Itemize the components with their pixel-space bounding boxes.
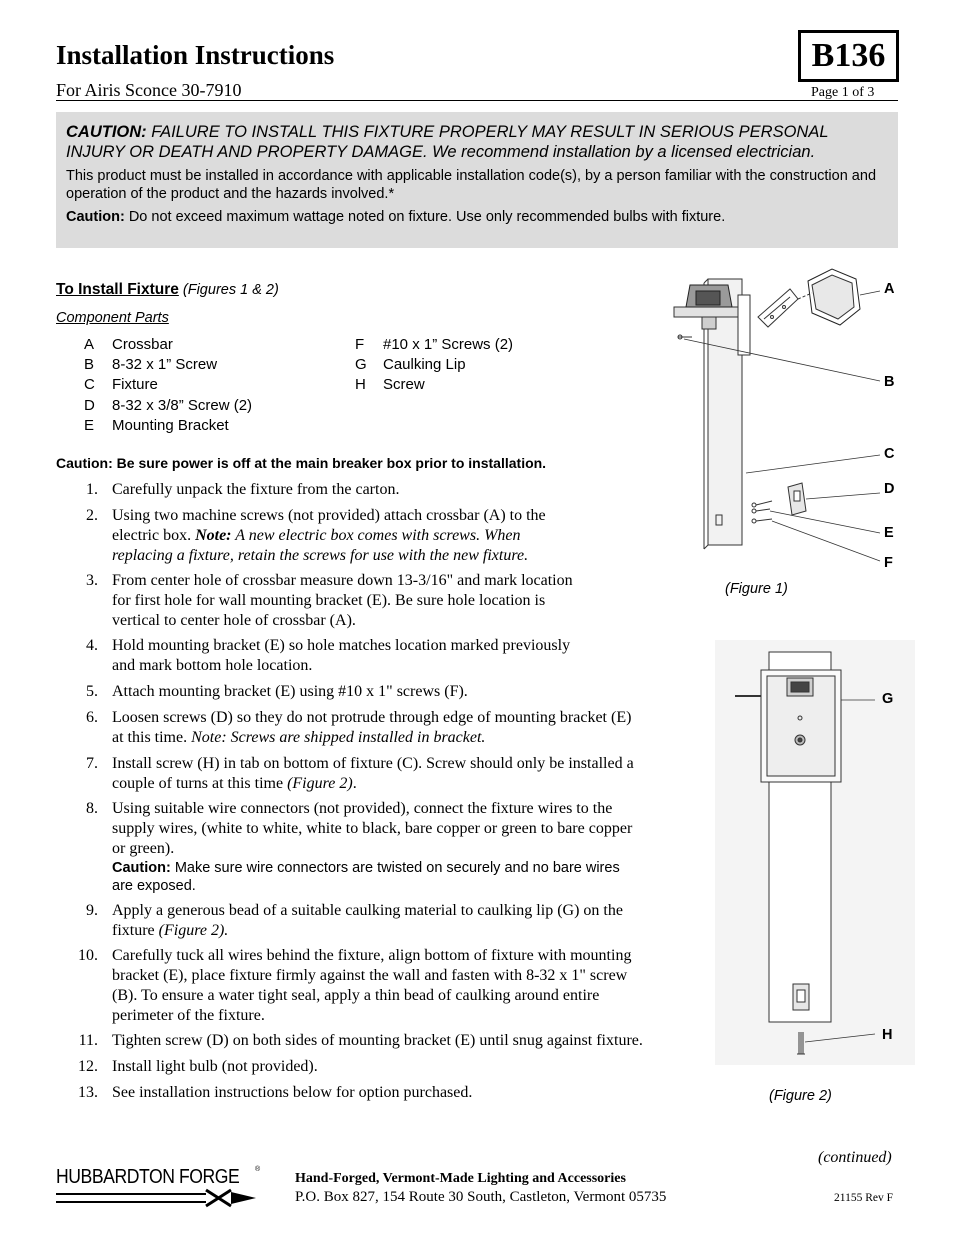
step-note-label: Note: [195, 527, 232, 544]
breaker-caution: Caution: Be sure power is off at the main breaker box prior to installation. [56, 455, 547, 471]
step-text: couple of turns at this time [112, 775, 288, 792]
step-text: (B). To ensure a water tight seal, apply a thin bead of caulking around entire [112, 987, 600, 1004]
part-letter: H [355, 376, 366, 393]
caution-body: FAILURE TO INSTALL THIS FIXTURE PROPERLY MAY RESULT IN SERIOUS PERSONAL INJURY OR DEATH AND PROPERTY DAMAGE. We recommend installation by a licensed electrician. [66, 123, 829, 161]
step-number: 10. [78, 947, 98, 964]
part-name: 8-32 x 1” Screw [112, 356, 218, 373]
document-revision: 21155 Rev F [834, 1192, 893, 1204]
step-text: Apply a generous bead of a suitable caulking material to caulking lip (G) on the [112, 902, 623, 919]
step-text: Carefully unpack the fixture from the carton. [112, 481, 400, 498]
step-figure-ref: (Figure 2). [158, 922, 229, 939]
component-parts-heading: Component Parts [56, 310, 169, 326]
document-number-box: B136 [798, 30, 899, 82]
figure-1-caption: (Figure 1) [725, 581, 788, 597]
figure-2-caption: (Figure 2) [769, 1088, 832, 1104]
part-name: #10 x 1” Screws (2) [383, 336, 514, 353]
figure-2-label-g: G [882, 691, 894, 707]
step-number: 8. [86, 800, 98, 817]
company-tagline: Hand-Forged, Vermont-Made Lighting and Accessories [295, 1171, 626, 1186]
part-letter: F [355, 336, 365, 353]
step-text: fixture [112, 922, 159, 939]
step-text: vertical to center hole of crossbar (A). [112, 612, 356, 629]
caution-box [56, 112, 898, 248]
step-number: 11. [78, 1032, 98, 1049]
step-note: A new electric box comes with screws. When [231, 527, 521, 544]
page-number: Page 1 of 3 [811, 85, 875, 100]
step-note: replacing a fixture, retain the screws for use with the new fixture. [112, 547, 529, 564]
wattage-caution-label: Caution: [66, 209, 125, 225]
step-text: for first hole for wall mounting bracket (E). Be sure hole location is [112, 592, 546, 609]
hubbardton-forge-logo [56, 1166, 261, 1210]
logo-registered-mark: ® [255, 1166, 261, 1173]
install-figures-ref: (Figures 1 & 2) [178, 282, 279, 298]
step-number: 1. [86, 481, 98, 498]
caution-main-text [66, 122, 886, 162]
figure-1-label-e: E [884, 525, 894, 541]
part-name: Screw [383, 376, 425, 393]
part-item [84, 376, 158, 394]
step-text: Hold mounting bracket (E) so hole matches location marked previously [112, 637, 571, 654]
step-caution-text: are exposed. [112, 878, 196, 894]
part-name: Mounting Bracket [112, 417, 229, 434]
step-number: 13. [78, 1084, 98, 1101]
part-name: Caulking Lip [383, 356, 466, 373]
part-letter: B [84, 356, 95, 373]
step-number: 3. [86, 572, 98, 589]
step-number: 5. [86, 683, 98, 700]
step-number: 4. [86, 637, 98, 654]
figure-1-diagram [660, 265, 910, 575]
figure-2-label-h: H [882, 1027, 893, 1043]
figure-1-label-f: F [884, 555, 893, 571]
step-text: at this time. [112, 729, 192, 746]
installation-code-text: This product must be installed in accordance with applicable installation code(s), by a person familiar with the construction and operation of the product and the hazards involved.* [66, 168, 877, 202]
part-name: Fixture [112, 376, 158, 393]
step-text: Using suitable wire connectors (not provided), connect the fixture wires to the [112, 800, 613, 817]
step-text: From center hole of crossbar measure down 13-3/16" and mark location [112, 572, 573, 589]
step-text: Install screw (H) in tab on bottom of fixture (C). Screw should only be installed a [112, 755, 634, 772]
crossbar-shape [758, 289, 798, 327]
wattage-caution [66, 208, 886, 226]
logo-wordmark: HUBBARDTON FORGE [56, 1166, 240, 1188]
install-section-heading [56, 281, 279, 299]
wattage-caution-body: Do not exceed maximum wattage noted on fixture. Use only recommended bulbs with fixture. [124, 209, 726, 225]
install-heading-text: To Install Fixture [56, 281, 179, 298]
step-text: Loosen screws (D) so they do not protrude through edge of mounting bracket (E) [112, 709, 632, 726]
part-letter: D [84, 397, 95, 414]
part-letter: C [84, 376, 95, 393]
part-item [355, 376, 425, 394]
step-figure-ref: (Figure 2) [287, 775, 353, 792]
step-text: bracket (E), place fixture firmly against the wall and fasten with 8-32 x 1" screw [112, 967, 628, 984]
figure-1-label-a: A [884, 281, 895, 297]
continued-note: (continued) [818, 1149, 892, 1166]
step-text: perimeter of the fixture. [112, 1007, 265, 1024]
step-number: 2. [86, 507, 98, 524]
step-note: Note: Screws are shipped installed in bracket. [191, 729, 486, 746]
product-subtitle: For Airis Sconce 30-7910 [56, 80, 242, 100]
header-rule [56, 100, 898, 101]
step-text: Carefully tuck all wires behind the fixture, align bottom of fixture with mounting [112, 947, 632, 964]
step-text: Using two machine screws (not provided) attach crossbar (A) to the [112, 507, 546, 524]
part-item [84, 417, 229, 435]
part-item [355, 356, 466, 374]
part-item [84, 356, 217, 374]
figure-1-label-d: D [884, 481, 895, 497]
part-letter: E [84, 417, 95, 434]
step-text: Attach mounting bracket (E) using #10 x 1" screws (F). [112, 683, 468, 700]
step-text: Tighten screw (D) on both sides of mounting bracket (E) until snug against fixture. [112, 1032, 643, 1049]
part-item [355, 336, 513, 354]
step-text: See installation instructions below for option purchased. [112, 1084, 473, 1101]
step-caution-label: Caution: [112, 860, 171, 876]
step-number: 6. [86, 709, 98, 726]
step-text: supply wires, (white to white, white to black, bare copper or green to bare copper [112, 820, 633, 837]
step-text: . [352, 775, 357, 792]
step-text: Install light bulb (not provided). [112, 1058, 318, 1075]
part-letter: G [355, 356, 367, 373]
step-text: or green). [112, 840, 175, 857]
step-caution-text: Make sure wire connectors are twisted on securely and no bare wires [170, 860, 620, 876]
part-letter: A [84, 336, 95, 353]
figure-1-label-c: C [884, 446, 895, 462]
step-number: 9. [86, 902, 98, 919]
logo-crossed-tools-icon [56, 1188, 261, 1210]
part-name: Crossbar [112, 336, 173, 353]
step-text: electric box. [112, 527, 196, 544]
figure-1-label-b: B [884, 374, 895, 390]
part-item [84, 397, 252, 415]
step-text: and mark bottom hole location. [112, 657, 313, 674]
step-number: 7. [86, 755, 98, 772]
caution-label: CAUTION: [66, 123, 147, 141]
part-name: 8-32 x 3/8” Screw (2) [112, 397, 253, 414]
page-title: Installation Instructions [56, 40, 335, 70]
step-number: 12. [78, 1058, 98, 1075]
company-address: P.O. Box 827, 154 Route 30 South, Castleton, Vermont 05735 [295, 1189, 667, 1205]
part-item [84, 336, 173, 354]
